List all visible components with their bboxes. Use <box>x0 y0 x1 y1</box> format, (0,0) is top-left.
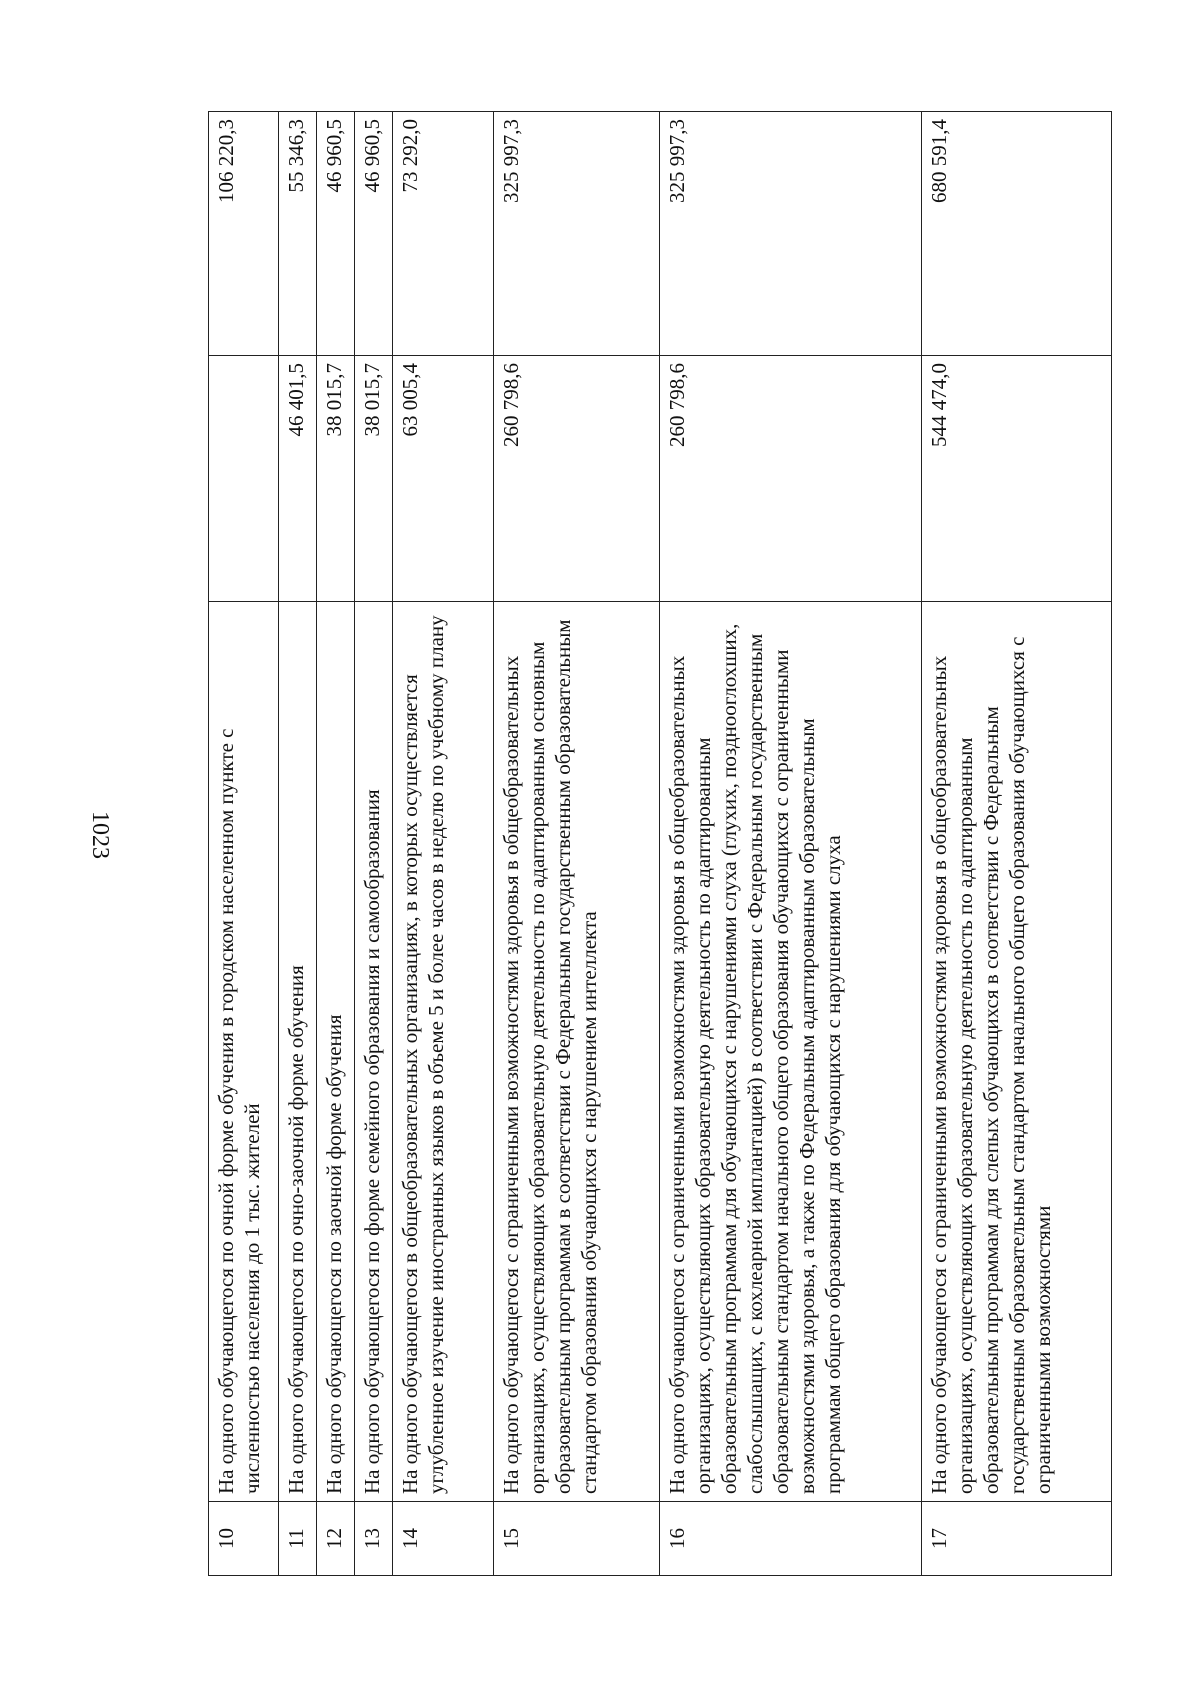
page-number: 1023 <box>87 811 113 859</box>
table-row <box>493 112 660 1576</box>
row-description: На одного обучающегося по форме семейного образования и самообразования <box>354 602 392 1502</box>
row-value-1: 63 005,4 <box>392 356 493 602</box>
row-value-2: 55 346,3 <box>278 112 316 356</box>
row-value-1: 38 015,7 <box>316 356 354 602</box>
table-row <box>316 112 354 1576</box>
table-row <box>392 112 493 1576</box>
row-value-1: 260 798,6 <box>493 356 660 602</box>
row-description: На одного обучающегося по очно-заочной форме обучения <box>278 602 316 1502</box>
row-number: 13 <box>354 1502 392 1576</box>
row-number: 11 <box>278 1502 316 1576</box>
row-number: 17 <box>922 1502 1112 1576</box>
table-row <box>278 112 316 1576</box>
table-row <box>922 112 1112 1576</box>
row-number: 15 <box>493 1502 660 1576</box>
row-value-2: 73 292,0 <box>392 112 493 356</box>
row-number: 16 <box>660 1502 922 1576</box>
row-value-1: 46 401,5 <box>278 356 316 602</box>
rotated-table-container <box>208 112 1112 1576</box>
table-row <box>209 112 279 1576</box>
row-value-2: 46 960,5 <box>354 112 392 356</box>
row-value-2: 46 960,5 <box>316 112 354 356</box>
row-value-1 <box>209 356 279 602</box>
cost-norms-table <box>208 111 1112 1576</box>
row-description: На одного обучающегося в общеобразовательных организациях, в которых осуществляется углубленное изучение иностранных языков в объеме 5 и более часов в неделю по учебному плану <box>392 602 493 1502</box>
row-value-1: 544 474,0 <box>922 356 1112 602</box>
row-value-2: 680 591,4 <box>922 112 1112 356</box>
row-description: На одного обучающегося с ограниченными возможностями здоровья в общеобразовательных организациях, осуществляющих образовательную деятельность по адаптированным образовательным программам для обучающихся с нарушениями слуха (глухих, позднооглохших, слабослышащих, с кохлеарной имплантацией) в соответствии с Федеральным государственным образовательным стандартом начального общего образования обучающихся с ограниченными возможностями здоровья, а также по Федеральным адаптированным образовательным программам общего образования для обучающихся с нарушениями слуха <box>660 602 922 1502</box>
row-number: 10 <box>209 1502 279 1576</box>
table-row <box>660 112 922 1576</box>
row-number: 12 <box>316 1502 354 1576</box>
table-row <box>354 112 392 1576</box>
row-description: На одного обучающегося по очной форме обучения в городском населенном пункте с численностью населения до 1 тыс. жителей <box>209 602 279 1502</box>
row-value-1: 38 015,7 <box>354 356 392 602</box>
row-number: 14 <box>392 1502 493 1576</box>
row-description: На одного обучающегося с ограниченными возможностями здоровья в общеобразовательных организациях, осуществляющих образовательную деятельность по адаптированным основным образовательным программам в соответствии с Федеральным государственным образовательным стандартом образования обучающихся с нарушением интеллекта <box>493 602 660 1502</box>
row-value-1: 260 798,6 <box>660 356 922 602</box>
row-value-2: 106 220,3 <box>209 112 279 356</box>
row-description: На одного обучающегося с ограниченными возможностями здоровья в общеобразовательных организациях, осуществляющих образовательную деятельность по адаптированным образовательным программам для слепых обучающихся в соответствии с Федеральным государственным образовательным стандартом начального общего образования обучающихся с ограниченными возможностями <box>922 602 1112 1502</box>
row-description: На одного обучающегося по заочной форме обучения <box>316 602 354 1502</box>
row-value-2: 325 997,3 <box>493 112 660 356</box>
row-value-2: 325 997,3 <box>660 112 922 356</box>
